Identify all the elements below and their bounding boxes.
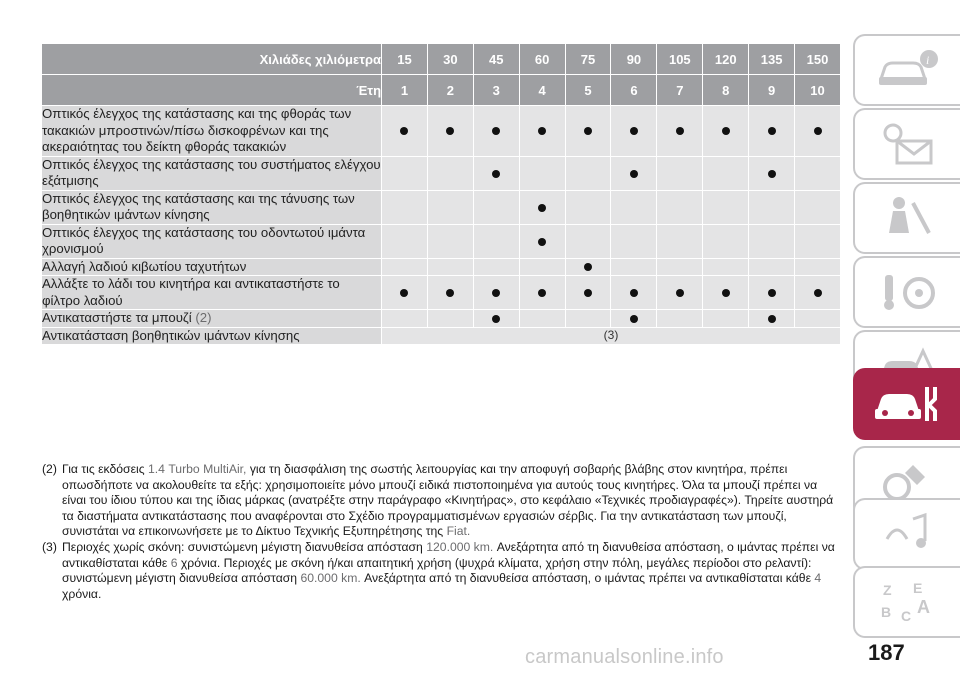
schedule-cell [427,310,473,328]
table-row [42,310,840,328]
schedule-cell [656,191,702,225]
year-header-cell: 8 [702,75,748,106]
row-label: Αντικαταστήστε τα μπουζί (2) [42,310,381,328]
schedule-cell [519,106,565,157]
schedule-cell [610,106,656,157]
schedule-cell [610,157,656,191]
table-row [42,259,840,277]
schedule-cell [519,276,565,310]
schedule-cell [610,276,656,310]
service-dot-icon [446,289,454,297]
service-dot-icon [446,127,454,135]
schedule-cell [427,157,473,191]
row-label: Οπτικός έλεγχος της κατάστασης και της φθοράς των τακακιών μπροστινών/πίσω δισκοφρένων και της ακεραιότητας του δείκτη φθοράς τακακιών [42,106,381,157]
schedule-cell [610,191,656,225]
km-header-cell: 15 [381,44,427,75]
service-dot-icon [676,289,684,297]
service-dot-icon [768,170,776,178]
schedule-cell [702,276,748,310]
schedule-cell [427,191,473,225]
service-dot-icon [400,127,408,135]
svg-text:B: B [880,604,891,620]
km-header-cell: 30 [427,44,473,75]
service-dot-icon [676,127,684,135]
schedule-cell [473,310,519,328]
service-dot-icon [768,315,776,323]
service-dot-icon [584,289,592,297]
row-label: Οπτικός έλεγχος της κατάστασης του οδοντωτού ιμάντα χρονισμού [42,225,381,259]
service-dot-icon [630,315,638,323]
page-number: 187 [868,640,905,665]
service-dot-icon [722,289,730,297]
schedule-cell [381,225,427,259]
schedule-cell [748,276,794,310]
service-dot-icon [538,127,546,135]
airbag-safety-icon [873,193,943,243]
svg-text:Z: Z [882,582,892,598]
year-header-cell: 4 [519,75,565,106]
year-header-cell: 10 [794,75,840,106]
schedule-cell [519,259,565,277]
service-dot-icon [538,204,546,212]
schedule-cell [656,157,702,191]
km-header-cell: 60 [519,44,565,75]
year-header-cell: 9 [748,75,794,106]
schedule-cell [748,225,794,259]
row-label: Αλλαγή λαδιού κιβωτίου ταχυτήτων [42,259,381,277]
year-header-cell: 3 [473,75,519,106]
table-row [42,157,840,191]
footnote-3 [42,540,842,602]
schedule-cell [381,191,427,225]
schedule-cell [656,310,702,328]
service-dot-icon [630,170,638,178]
tab-starting-driving[interactable] [853,256,960,328]
schedule-cell [748,106,794,157]
tab-maintenance[interactable] [853,368,960,440]
schedule-cell [519,310,565,328]
car-info-icon [873,45,943,95]
year-header-cell: 7 [656,75,702,106]
year-header-cell: 5 [565,75,611,106]
schedule-cell [702,259,748,277]
row-label: Οπτικός έλεγχος της κατάστασης του συστήματος ελέγχου εξάτμισης [42,157,381,191]
km-header-label: Χιλιάδες χιλιόμετρα [42,44,381,75]
schedule-cell [610,225,656,259]
service-dot-icon [630,289,638,297]
service-dot-icon [492,127,500,135]
service-dot-icon [492,170,500,178]
schedule-cell [381,259,427,277]
schedule-cell [473,276,519,310]
schedule-cell [565,225,611,259]
schedule-cell [656,225,702,259]
svg-text:E: E [912,580,922,596]
row-label: Αντικατάσταση βοηθητικών ιμάντων κίνησης [42,328,381,346]
table-row [42,276,840,310]
schedule-cell [565,276,611,310]
schedule-cell [427,276,473,310]
schedule-cell [381,106,427,157]
service-dot-icon [584,263,592,271]
schedule-cell [702,225,748,259]
service-dot-icon [768,289,776,297]
service-dot-icon [768,127,776,135]
schedule-cell [473,225,519,259]
schedule-cell [427,106,473,157]
schedule-cell [381,157,427,191]
schedule-cell [794,106,840,157]
footnote-mark: (3) [42,539,57,554]
schedule-cell [748,259,794,277]
schedule-cell [702,157,748,191]
tab-multimedia[interactable] [853,498,960,570]
span-note-cell: (3) [381,328,840,346]
schedule-cell [794,225,840,259]
schedule-cell [519,225,565,259]
schedule-cell [656,106,702,157]
row-label: Οπτικός έλεγχος της κατάστασης και της τάνυσης των βοηθητικών ιμάντων κίνησης [42,191,381,225]
schedule-cell [519,157,565,191]
service-dot-icon [814,127,822,135]
schedule-cell [473,191,519,225]
schedule-cell [656,259,702,277]
service-dot-icon [538,238,546,246]
km-header-cell: 45 [473,44,519,75]
service-dot-icon [814,289,822,297]
year-header-cell: 6 [610,75,656,106]
schedule-cell [610,310,656,328]
table-row [42,106,840,157]
schedule-cell [473,157,519,191]
multimedia-icon [873,509,943,559]
schedule-cell [794,191,840,225]
schedule-cell [702,106,748,157]
schedule-cell [427,225,473,259]
service-dot-icon [492,315,500,323]
watermark: carmanualsonline.info [525,646,724,668]
table-row [42,328,840,346]
km-header-cell: 105 [656,44,702,75]
km-header-cell: 150 [794,44,840,75]
key-steering-icon [873,267,943,317]
year-header-cell: 1 [381,75,427,106]
schedule-cell [610,259,656,277]
schedule-cell [427,259,473,277]
km-header-cell: 90 [610,44,656,75]
schedule-cell [473,106,519,157]
table-row [42,191,840,225]
schedule-cell [794,310,840,328]
schedule-cell [794,157,840,191]
footnote-text: Για τις εκδόσεις 1.4 Turbo MultiAir, για τη διασφάλιση της σωστής λειτουργίας και την αποφυγή σοβαρής βλάβης στον κινητήρα, πρέπει οπωσδήποτε να ακολουθείτε τα εξής: χρησιμοποιείτε μόνο μπουζί ειδικά πιστοποιημένα για αυτούς τους κινητήρες. Όλα τα μπουζί πρέπει να είναι του ίδιου τύπου και της ίδιας μάρκας (ανατρέξτε στην παράγραφο «Κινητήρας», στο κεφάλαιο «Τεχνικές προδιαγραφές»). Τηρείτε αυστηρά τα διαστήματα αντικατάστασης που αναφέρονται στο Σχέδιο προγραμματισμένων εργασιών σέρβις. Για την αντικατάσταση των μπουζί, συνιστάται να επικοινωνήσετε με το Δίκτυο Τεχνικής Εξυπηρέτησης της Fiat. [62,462,834,539]
service-dot-icon [400,289,408,297]
km-header-cell: 120 [702,44,748,75]
footnote-mark: (2) [42,462,57,476]
schedule-cell [565,106,611,157]
year-header-cell: 2 [427,75,473,106]
km-header-cell: 75 [565,44,611,75]
svg-text:A: A [916,597,930,617]
km-header-cell: 135 [748,44,794,75]
schedule-cell [473,259,519,277]
tab-warning-lights[interactable] [853,108,960,180]
svg-text:C: C [900,608,911,624]
service-dot-icon [492,289,500,297]
schedule-cell [565,310,611,328]
table-row [42,225,840,259]
schedule-cell [656,276,702,310]
schedule-cell [794,259,840,277]
schedule-cell [565,191,611,225]
schedule-cell [748,310,794,328]
service-dot-icon [722,127,730,135]
service-dot-icon [630,127,638,135]
index-icon [873,577,943,627]
schedule-cell [565,157,611,191]
footnote-text: Περιοχές χωρίς σκόνη: συνιστώμενη μέγιστη διανυθείσα απόσταση 120.000 km. Ανεξάρτητα από τη διανυθείσα απόσταση, ο ιμάντας πρέπει να αντικαθίσταται κάθε 6 χρόνια. Περιοχές με σκόνη ή/και απαιτητική χρήση (ψυχρά κλίματα, χρήση στην πόλη, μεγάλες περίοδοι στο ρελαντί): συνιστώμενη μέγιστη διανυθείσα απόσταση 60.000 km. Ανεξάρτητα από τη διανυθείσα απόσταση, ο ιμάντας πρέπει να αντικαθίσταται κάθε 4 χρόνια. [62,539,835,601]
row-label: Αλλάξτε το λάδι του κινητήρα και αντικαταστήστε το φίλτρο λαδιού [42,276,381,310]
footnote-2 [42,462,842,540]
service-dot-icon [538,289,546,297]
tab-index[interactable] [853,566,960,638]
years-header-row [42,75,840,106]
schedule-cell [748,157,794,191]
schedule-cell [794,276,840,310]
tab-safety[interactable] [853,182,960,254]
schedule-cell [748,191,794,225]
schedule-cell [381,310,427,328]
schedule-cell [519,191,565,225]
schedule-cell [702,310,748,328]
years-header-label: Έτη [42,75,381,106]
maintenance-schedule-table [42,44,840,345]
tab-car-info[interactable] [853,34,960,106]
car-maintenance-icon [873,379,943,429]
schedule-cell [702,191,748,225]
schedule-cell [565,259,611,277]
kilometers-header-row [42,44,840,75]
schedule-cell [381,276,427,310]
svg-text:i: i [925,53,929,67]
warning-lights-icon [873,119,943,169]
service-dot-icon [584,127,592,135]
footnotes [42,462,842,602]
